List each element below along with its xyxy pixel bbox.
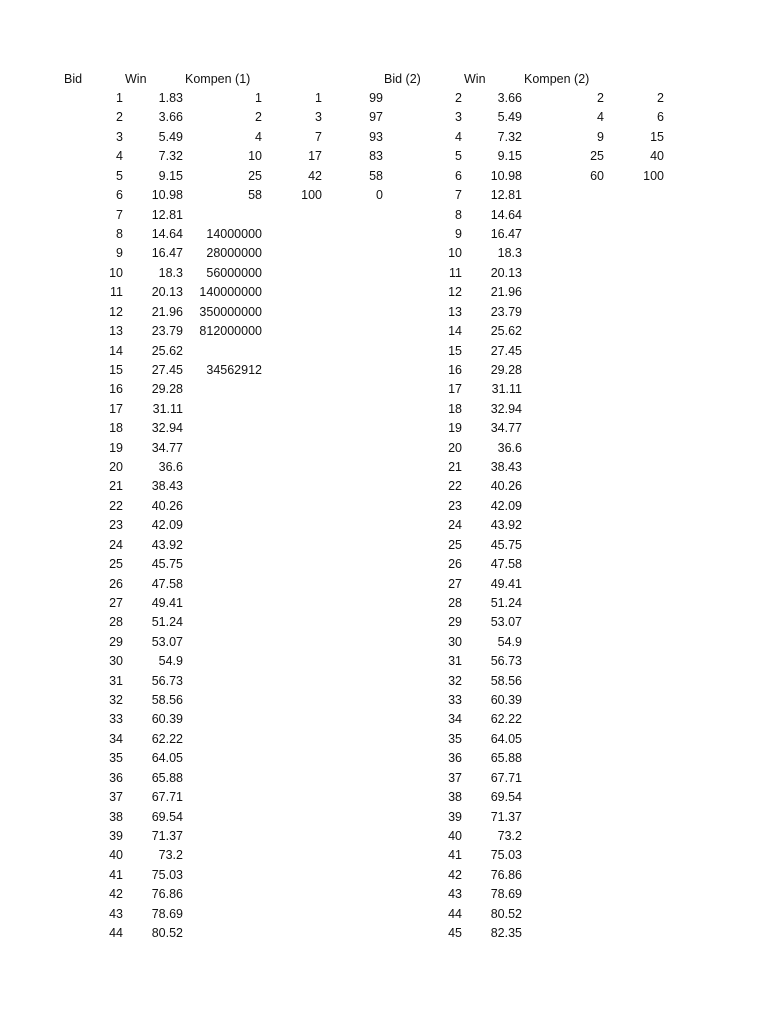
right-bid-cell: 34 [448, 712, 462, 727]
kompen2-cumulative-cell: 40 [650, 149, 664, 164]
right-win-cell: 7.32 [497, 129, 522, 144]
left-bid-cell: 24 [109, 537, 123, 552]
right-win-cell: 32.94 [490, 401, 522, 416]
left-win-cell: 80.52 [151, 926, 183, 941]
remaining-cell: 99 [369, 91, 383, 105]
right-bid-cell: 9 [455, 226, 462, 241]
right-bid-cell: 42 [448, 867, 462, 882]
right-bid-cell: 15 [448, 343, 462, 358]
left-bid-cell: 15 [109, 362, 123, 377]
left-win-cell: 47.58 [151, 576, 183, 591]
remaining-cell: 93 [369, 129, 383, 144]
header-bid: Bid [64, 72, 83, 86]
right-bid-cell: 5 [455, 149, 462, 164]
right-bid-cell: 44 [448, 906, 462, 921]
kompen2-cumulative-cell: 15 [650, 129, 664, 144]
right-win-cell: 73.2 [497, 829, 522, 843]
left-bid-cell: 10 [109, 265, 123, 280]
left-bid-cell: 27 [109, 595, 123, 610]
left-win-cell: 7.32 [158, 149, 183, 164]
right-bid-cell: 28 [448, 595, 462, 610]
left-bid-cell: 1 [116, 91, 123, 105]
right-bid-cell: 45 [448, 926, 462, 941]
left-bid-cell: 43 [109, 906, 123, 921]
kompen2-cumulative-cell: 2 [657, 91, 664, 105]
left-bid-cell: 16 [109, 382, 123, 397]
left-win-cell: 5.49 [158, 129, 183, 144]
right-bid-cell: 40 [448, 829, 462, 843]
left-win-cell: 20.13 [151, 285, 183, 300]
right-bid-cell: 7 [455, 188, 462, 203]
right-win-cell: 82.35 [490, 926, 522, 941]
left-win-cell: 58.56 [151, 693, 183, 707]
kompen1-cell: 10 [248, 149, 262, 164]
right-bid-cell: 30 [448, 634, 462, 649]
remaining-cell: 97 [369, 110, 383, 125]
left-bid-cell: 6 [116, 188, 123, 203]
kompen2-cell: 4 [597, 110, 604, 125]
right-win-cell: 10.98 [490, 168, 522, 183]
left-win-cell: 53.07 [151, 634, 183, 649]
right-win-cell: 60.39 [490, 693, 522, 707]
left-win-cell: 12.81 [151, 207, 183, 222]
right-bid-cell: 17 [448, 382, 462, 397]
left-bid-cell: 9 [116, 246, 123, 261]
left-win-cell: 78.69 [151, 906, 183, 921]
left-bid-cell: 23 [109, 518, 123, 533]
right-bid-cell: 12 [448, 285, 462, 300]
left-win-cell: 51.24 [151, 615, 183, 630]
left-win-cell: 16.47 [151, 246, 183, 261]
right-win-cell: 49.41 [490, 576, 522, 591]
header-win-2: Win [464, 72, 486, 86]
left-bid-cell: 20 [109, 460, 123, 474]
left-win-cell: 3.66 [158, 110, 183, 125]
right-win-cell: 43.92 [490, 518, 522, 533]
left-bid-cell: 40 [109, 848, 123, 863]
cumulative-cell: 7 [315, 129, 322, 144]
left-bid-cell: 8 [116, 226, 123, 241]
right-win-cell: 40.26 [490, 479, 522, 494]
kompen1-cell: 58 [248, 188, 262, 203]
right-win-cell: 67.71 [490, 770, 522, 785]
right-bid-cell: 23 [448, 498, 462, 513]
right-win-cell: 75.03 [490, 848, 522, 863]
left-win-cell: 40.26 [151, 498, 183, 513]
right-bid-cell: 3 [455, 110, 462, 125]
left-win-cell: 29.28 [151, 382, 183, 397]
remaining-cell: 83 [369, 149, 383, 164]
right-win-cell: 31.11 [491, 382, 522, 397]
left-win-cell: 45.75 [151, 557, 183, 572]
left-win-cell: 10.98 [151, 188, 183, 203]
right-win-cell: 21.96 [490, 285, 522, 300]
kompen1-cell: 812000000 [199, 324, 262, 338]
right-bid-cell: 8 [455, 207, 462, 222]
left-win-cell: 1.83 [158, 91, 183, 105]
right-win-cell: 14.64 [490, 207, 522, 222]
right-win-cell: 53.07 [490, 615, 522, 630]
right-win-cell: 5.49 [497, 110, 522, 125]
right-bid-cell: 11 [449, 265, 462, 280]
kompen2-cumulative-cell: 6 [657, 110, 664, 125]
right-bid-cell: 22 [448, 479, 462, 494]
right-win-cell: 38.43 [490, 460, 522, 474]
left-win-cell: 43.92 [151, 537, 183, 552]
left-win-cell: 31.11 [152, 401, 183, 416]
left-bid-cell: 13 [109, 324, 123, 338]
left-bid-cell: 26 [109, 576, 123, 591]
left-win-cell: 69.54 [151, 809, 183, 824]
left-bid-cell: 28 [109, 615, 123, 630]
cumulative-cell: 42 [308, 168, 322, 183]
right-win-cell: 25.62 [490, 324, 522, 338]
left-bid-cell: 32 [109, 693, 123, 707]
header-kompen-2: Kompen (2) [524, 72, 590, 86]
left-win-cell: 23.79 [151, 324, 183, 338]
left-win-cell: 56.73 [151, 673, 183, 688]
right-bid-cell: 39 [448, 809, 462, 824]
left-bid-cell: 34 [109, 731, 123, 746]
left-bid-cell: 11 [110, 285, 123, 300]
kompen1-cell: 1 [255, 91, 262, 105]
right-win-cell: 9.15 [497, 149, 522, 164]
header-bid-2: Bid (2) [384, 72, 421, 86]
left-bid-cell: 39 [109, 829, 123, 843]
kompen2-cell: 60 [590, 168, 604, 183]
right-win-cell: 56.73 [490, 654, 522, 669]
right-bid-cell: 10 [448, 246, 462, 261]
right-bid-cell: 32 [448, 673, 462, 688]
left-bid-cell: 5 [116, 168, 123, 183]
left-win-cell: 34.77 [151, 440, 183, 455]
left-win-cell: 21.96 [151, 304, 183, 319]
left-bid-cell: 38 [109, 809, 123, 824]
right-bid-cell: 33 [448, 693, 462, 707]
left-bid-cell: 19 [109, 440, 123, 455]
kompen2-cell: 9 [597, 129, 604, 144]
kompen1-cell: 25 [248, 168, 262, 183]
right-win-cell: 36.6 [497, 440, 522, 455]
right-win-cell: 80.52 [490, 906, 522, 921]
left-win-cell: 49.41 [151, 595, 183, 610]
right-win-cell: 12.81 [490, 188, 522, 203]
left-bid-cell: 3 [116, 129, 123, 144]
right-bid-cell: 27 [448, 576, 462, 591]
left-bid-cell: 42 [109, 887, 123, 902]
left-win-cell: 36.6 [158, 460, 183, 474]
left-win-cell: 60.39 [151, 712, 183, 727]
left-bid-cell: 17 [109, 401, 123, 416]
cumulative-cell: 1 [315, 91, 322, 105]
left-bid-cell: 22 [109, 498, 123, 513]
left-bid-cell: 30 [109, 654, 123, 669]
cumulative-cell: 17 [308, 149, 322, 164]
left-bid-cell: 44 [109, 926, 123, 941]
right-win-cell: 20.13 [490, 265, 522, 280]
left-bid-cell: 35 [109, 751, 123, 766]
right-bid-cell: 16 [448, 362, 462, 377]
right-win-cell: 62.22 [490, 712, 522, 727]
left-win-cell: 76.86 [151, 887, 183, 902]
left-win-cell: 42.09 [151, 518, 183, 533]
right-bid-cell: 38 [448, 790, 462, 805]
right-bid-cell: 20 [448, 440, 462, 455]
right-bid-cell: 6 [455, 168, 462, 183]
kompen1-cell: 140000000 [199, 285, 262, 300]
kompen1-cell: 2 [255, 110, 262, 125]
right-bid-cell: 18 [448, 401, 462, 416]
header-win: Win [125, 72, 147, 86]
cumulative-cell: 100 [301, 188, 322, 203]
right-win-cell: 51.24 [490, 595, 522, 610]
left-win-cell: 67.71 [151, 790, 183, 805]
left-bid-cell: 29 [109, 634, 123, 649]
header-kompen-1: Kompen (1) [185, 72, 251, 86]
left-bid-cell: 33 [109, 712, 123, 727]
cumulative-cell: 3 [315, 110, 322, 125]
left-win-cell: 25.62 [151, 343, 183, 358]
left-bid-cell: 7 [116, 207, 123, 222]
right-win-cell: 45.75 [490, 537, 522, 552]
left-bid-cell: 31 [109, 673, 123, 688]
left-win-cell: 9.15 [158, 168, 183, 183]
right-win-cell: 58.56 [490, 673, 522, 688]
right-bid-cell: 2 [455, 91, 462, 105]
remaining-cell: 0 [376, 188, 383, 203]
kompen1-cell: 14000000 [206, 226, 262, 241]
right-bid-cell: 35 [448, 731, 462, 746]
right-bid-cell: 26 [448, 557, 462, 572]
right-bid-cell: 24 [448, 518, 462, 533]
right-win-cell: 18.3 [497, 246, 522, 261]
right-bid-cell: 36 [448, 751, 462, 766]
kompen2-cell: 25 [590, 149, 604, 164]
right-win-cell: 65.88 [490, 751, 522, 766]
right-bid-cell: 19 [448, 421, 462, 436]
kompen1-cell: 4 [255, 129, 262, 144]
right-bid-cell: 43 [448, 887, 462, 902]
left-win-cell: 65.88 [151, 770, 183, 785]
right-bid-cell: 25 [448, 537, 462, 552]
left-bid-cell: 12 [109, 304, 123, 319]
right-win-cell: 64.05 [490, 731, 522, 746]
left-win-cell: 62.22 [151, 731, 183, 746]
left-bid-cell: 18 [109, 421, 123, 436]
right-win-cell: 16.47 [490, 226, 522, 241]
right-bid-cell: 41 [448, 848, 462, 863]
left-bid-cell: 2 [116, 110, 123, 125]
left-bid-cell: 36 [109, 770, 123, 785]
left-win-cell: 75.03 [151, 867, 183, 882]
right-bid-cell: 21 [448, 460, 462, 474]
right-win-cell: 42.09 [490, 498, 522, 513]
left-win-cell: 71.37 [151, 829, 183, 843]
kompen1-cell: 34562912 [206, 362, 262, 377]
right-win-cell: 34.77 [490, 421, 522, 436]
right-win-cell: 29.28 [490, 362, 522, 377]
right-bid-cell: 29 [448, 615, 462, 630]
left-bid-cell: 37 [109, 790, 123, 805]
kompen1-cell: 28000000 [206, 246, 262, 261]
left-bid-cell: 25 [109, 557, 123, 572]
left-win-cell: 54.9 [158, 654, 183, 669]
left-bid-cell: 14 [109, 343, 123, 358]
right-win-cell: 3.66 [497, 91, 522, 105]
right-win-cell: 69.54 [490, 790, 522, 805]
left-win-cell: 27.45 [151, 362, 183, 377]
right-win-cell: 76.86 [490, 867, 522, 882]
left-win-cell: 32.94 [151, 421, 183, 436]
right-win-cell: 78.69 [490, 887, 522, 902]
left-win-cell: 73.2 [158, 848, 183, 863]
right-win-cell: 47.58 [490, 557, 522, 572]
left-bid-cell: 4 [116, 149, 123, 164]
remaining-cell: 58 [369, 168, 383, 183]
right-bid-cell: 37 [448, 770, 462, 785]
right-bid-cell: 13 [448, 304, 462, 319]
right-bid-cell: 31 [448, 654, 462, 669]
right-bid-cell: 14 [448, 324, 462, 338]
right-win-cell: 71.37 [490, 809, 522, 824]
left-win-cell: 18.3 [158, 265, 183, 280]
kompen2-cell: 2 [597, 91, 604, 105]
right-win-cell: 54.9 [497, 634, 522, 649]
left-bid-cell: 21 [109, 479, 123, 494]
left-bid-cell: 41 [109, 867, 123, 882]
left-win-cell: 14.64 [151, 226, 183, 241]
right-bid-cell: 4 [455, 129, 462, 144]
kompen2-cumulative-cell: 100 [643, 168, 664, 183]
left-win-cell: 64.05 [151, 751, 183, 766]
right-win-cell: 23.79 [490, 304, 522, 319]
left-win-cell: 38.43 [151, 479, 183, 494]
kompen1-cell: 56000000 [206, 265, 262, 280]
right-win-cell: 27.45 [490, 343, 522, 358]
kompen1-cell: 350000000 [199, 304, 262, 319]
